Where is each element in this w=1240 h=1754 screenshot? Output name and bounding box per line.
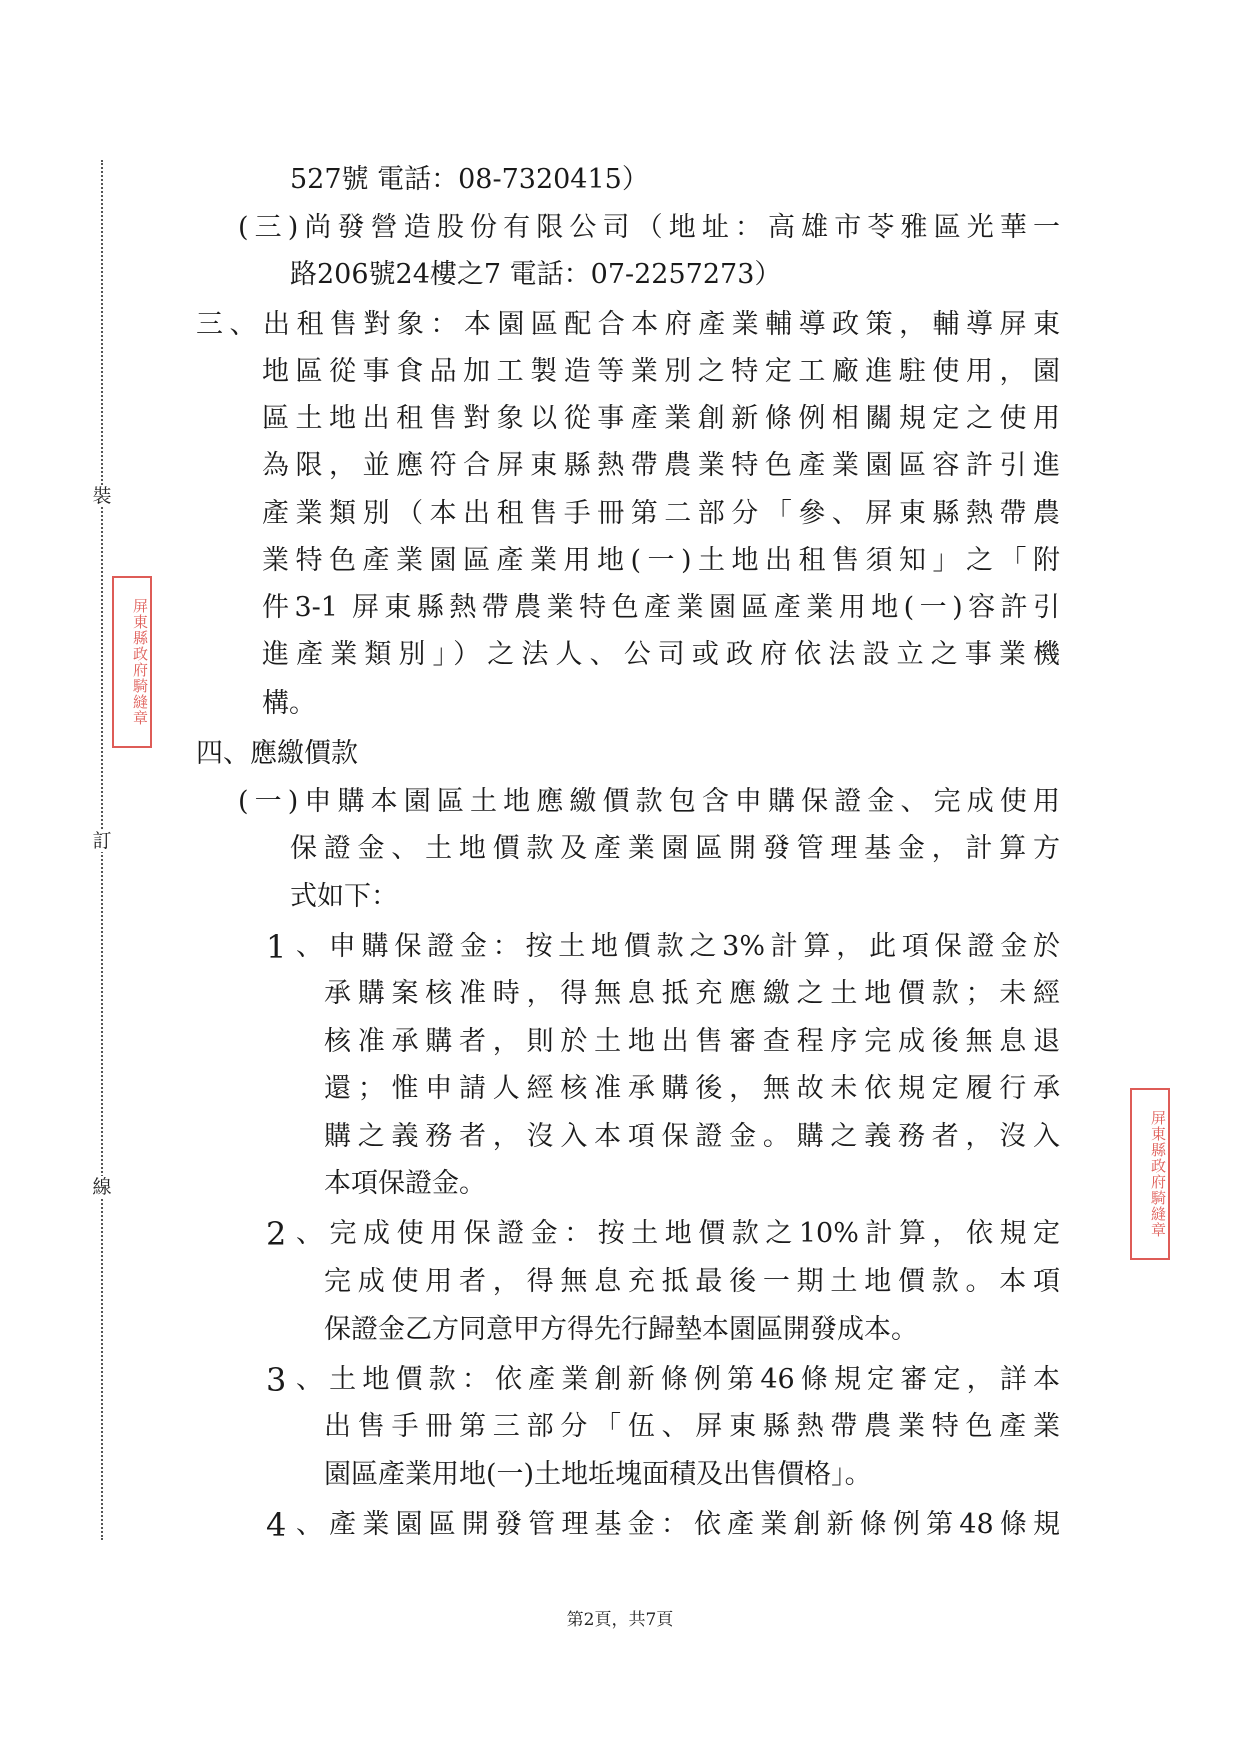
item-4-line: 、產業園區開發管理基金：依產業創新條例第48條規 [296,1509,1060,1540]
text-line: 核准承購者，則於土地出售審查程序完成後無息退 [324,1026,1060,1057]
text-line: 式如下： [290,881,398,912]
subsection-heading-1: (一)申購本園區土地應繳價款包含申購保證金、完成使用 [238,786,1060,817]
item-3-line: 、土地價款：依產業創新條例第46條規定審定，詳本 [296,1364,1060,1395]
item-2-line: 、完成使用保證金：按土地價款之10%計算，依規定 [296,1218,1060,1249]
text-line: 保證金、土地價款及產業園區開發管理基金，計算方 [290,833,1060,864]
text-line: 產業類別（本出租售手冊第二部分「參、屏東縣熱帶農 [262,498,1060,529]
item-number-1: 1 [266,928,287,966]
text-line: 件3-1 屏東縣熱帶農業特色產業園區產業用地(一)容許引 [262,592,1060,623]
item-1-line: 、申購保證金：按土地價款之3%計算，此項保證金於 [296,931,1060,962]
text-line: 出售手冊第三部分「伍、屏東縣熱帶農業特色產業 [324,1411,1060,1442]
text-line: 進產業類別」）之法人、公司或政府依法設立之事業機 [262,639,1060,670]
page-number-footer: 第2頁，共7頁 [566,1610,674,1630]
text-line: 本項保證金。 [324,1168,486,1199]
text-line: 地區從事食品加工製造等業別之特定工廠進駐使用，園 [262,356,1060,387]
text-line: 購之義務者，沒入本項保證金。購之義務者，沒入 [324,1121,1060,1152]
section-heading-3: 三、出租售對象：本園區配合本府產業輔導政策，輔導屏東 [196,309,1060,340]
item-number-2: 2 [266,1215,287,1253]
text-line: 527號 電話：08-7320415） [290,164,649,195]
item-number-3: 3 [266,1361,287,1399]
text-line: (三)尚發營造股份有限公司（地址：高雄市苓雅區光華一 [238,212,1060,243]
item-number-4: 4 [266,1506,287,1544]
text-line: 為限，並應符合屏東縣熱帶農業特色產業園區容許引進 [262,450,1060,481]
text-line: 區土地出租售對象以從事產業創新條例相關規定之使用 [262,403,1060,434]
text-line: 還；惟申請人經核准承購後，無故未依規定履行承 [324,1073,1060,1104]
binding-mark-xian: 線 [92,1176,112,1198]
text-line: 園區產業用地(一)土地坵塊面積及出售價格」。 [324,1459,872,1490]
text-line: 完成使用者，得無息充抵最後一期土地價款。本項 [324,1266,1060,1297]
seal-stamp-left: 屏東縣政府騎縫章 [112,576,152,748]
text-line: 保證金乙方同意甲方得先行歸墊本園區開發成本。 [324,1314,918,1345]
text-line: 業特色產業園區產業用地(一)土地出租售須知」之「附 [262,545,1060,576]
text-line: 構。 [262,688,316,719]
text-line: 路206號24樓之7 電話：07-2257273） [290,259,782,290]
seal-stamp-right: 屏東縣政府騎縫章 [1130,1088,1170,1260]
text-line: 承購案核准時，得無息抵充應繳之土地價款；未經 [324,978,1060,1009]
binding-mark-zhuang: 裝 [92,485,112,507]
section-heading-4: 四、應繳價款 [196,738,358,769]
binding-mark-ding: 訂 [92,830,112,852]
